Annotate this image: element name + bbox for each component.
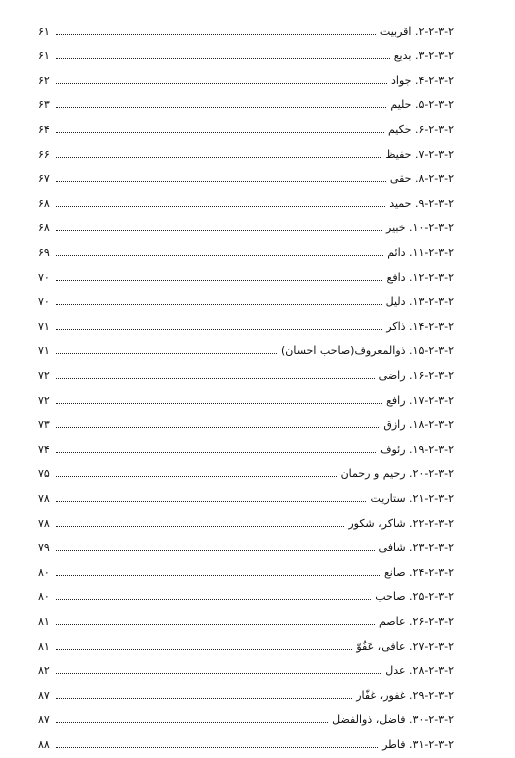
toc-page-number: ۶۸ [38,221,50,235]
dot-leader [56,303,382,305]
toc-entry-title: ۱۵-۲-۳-۲. ذوالمعروف(صاحب احسان) [281,344,454,358]
toc-page-number: ۶۹ [38,245,50,259]
toc-entry-title: ۲-۲-۳-۲. اقربیت [379,24,454,38]
toc-entry-title: ۴-۲-۳-۲. جواد [391,73,454,87]
toc-entry-title: ۹-۲-۳-۲. حمید [389,196,454,210]
toc-entry-title: ۲۸-۲-۳-۲. عدل [385,664,454,678]
toc-entry-title: ۵-۲-۳-۲. حلیم [390,98,454,112]
toc-entry[interactable] [38,408,454,433]
toc-page-number: ۷۳ [38,418,50,432]
toc-entry[interactable] [38,678,454,703]
toc-entry-title: ۱۱-۲-۳-۲. دائم [387,245,454,259]
toc-entry-title: ۲۱-۲-۳-۲. ستاریت [370,491,454,505]
toc-entry[interactable] [38,629,454,654]
toc-entry-title: ۲۶-۲-۳-۲. عاصم [378,614,454,628]
toc-entry[interactable] [38,531,454,556]
toc-entry-title: ۳-۲-۳-۲. بدیع [393,49,454,63]
toc-page-number: ۷۰ [38,295,50,309]
dot-leader [56,623,375,625]
toc-page-number: ۷۱ [38,319,50,333]
dot-leader [56,33,376,35]
dot-leader [56,648,352,650]
dot-leader [56,352,277,354]
dot-leader [56,525,344,527]
dot-leader [56,500,366,502]
dot-leader [56,426,379,428]
toc-entry[interactable] [38,580,454,605]
toc-page-number: ۸۱ [38,639,50,653]
toc-entry-title: ۸-۲-۳-۲. حقی [389,172,454,186]
dot-leader [56,721,328,723]
toc-entry-title: ۲۰-۲-۳-۲. رحیم و رحمان [340,467,454,481]
toc-entry-title: ۲۷-۲-۳-۲. عافی، عَفُوّ [356,639,454,653]
toc-entry-title: ۱۹-۲-۳-۲. رئوف [380,442,454,456]
dot-leader [56,57,390,59]
toc-page-number: ۷۲ [38,368,50,382]
toc-entry[interactable] [38,112,454,137]
toc-entry-title: ۱۰-۲-۳-۲. خبیر [386,221,454,235]
toc-page-number: ۷۴ [38,442,50,456]
dot-leader [56,205,385,207]
toc-entry-title: ۱۲-۲-۳-۲. دافع [386,270,454,284]
toc-entry[interactable] [38,14,454,39]
toc-entry[interactable] [38,358,454,383]
toc-entry[interactable] [38,555,454,580]
dot-leader [56,254,383,256]
toc-page-number: ۷۹ [38,541,50,555]
dot-leader [56,180,386,182]
dot-leader [56,328,382,330]
toc-entry-title: ۱۸-۲-۳-۲. رازق [383,418,454,432]
toc-page-number: ۶۲ [38,73,50,87]
toc-page-number: ۶۸ [38,196,50,210]
toc-page-number: ۸۰ [38,590,50,604]
toc-entry[interactable] [38,457,454,482]
toc-entry[interactable] [38,88,454,113]
toc-page-number: ۷۸ [38,491,50,505]
dot-leader [56,451,376,453]
toc-entry[interactable] [38,481,454,506]
toc-entry[interactable] [38,604,454,629]
toc-entry[interactable] [38,334,454,359]
toc-entry[interactable] [38,506,454,531]
dot-leader [56,377,375,379]
toc-page-number: ۷۰ [38,270,50,284]
toc-entry[interactable] [38,383,454,408]
toc-entry[interactable] [38,703,454,728]
toc-entry[interactable] [38,727,454,752]
toc-entry-title: ۲۳-۲-۳-۲. شافی [378,541,454,555]
toc-entry[interactable] [38,137,454,162]
dot-leader [56,279,382,281]
toc-entry-title: ۲۲-۲-۳-۲. شاکر، شکور [348,516,454,530]
dot-leader [56,82,387,84]
dot-leader [56,574,380,576]
dot-leader [56,229,382,231]
toc-page-number: ۶۷ [38,172,50,186]
toc-entry[interactable] [38,186,454,211]
toc-page-number: ۷۸ [38,516,50,530]
toc-page-number: ۶۳ [38,98,50,112]
toc-page-number: ۷۵ [38,467,50,481]
toc-entry-title: ۲۹-۲-۳-۲. غفور، غفّار [356,688,454,702]
dot-leader [56,475,337,477]
toc-page-number: ۸۱ [38,614,50,628]
toc-entry[interactable] [38,211,454,236]
toc-entry-title: ۳۰-۲-۳-۲. فاضل، ذوالفضل [332,713,454,727]
toc-entry-title: ۱۷-۲-۳-۲. رافع [386,393,454,407]
toc-entry[interactable] [38,285,454,310]
toc-entry-title: ۲۴-۲-۳-۲. صانع [383,565,454,579]
toc-entry[interactable] [38,39,454,64]
toc-page-number: ۶۴ [38,122,50,136]
toc-page-number: ۶۶ [38,147,50,161]
toc-entry-title: ۲۵-۲-۳-۲. صاحب [375,590,454,604]
toc-entry-title: ۱۶-۲-۳-۲. راضی [378,368,454,382]
toc-page-number: ۸۷ [38,713,50,727]
dot-leader [56,402,382,404]
toc-entry[interactable] [38,63,454,88]
toc-entry-title: ۱۴-۲-۳-۲. ذاکر [386,319,454,333]
dot-leader [56,156,381,158]
dot-leader [56,746,378,748]
toc-entry-title: ۷-۲-۳-۲. حفیظ [385,147,454,161]
dot-leader [56,697,352,699]
toc-page-number: ۸۸ [38,737,50,751]
dot-leader [56,131,384,133]
toc-page-number: ۶۱ [38,49,50,63]
toc-page-number: ۷۲ [38,393,50,407]
dot-leader [56,106,386,108]
toc-page-number: ۶۱ [38,24,50,38]
toc-entry[interactable] [38,309,454,334]
toc-page-number: ۸۰ [38,565,50,579]
toc-entry-title: ۶-۲-۳-۲. حکیم [387,122,454,136]
toc-page-number: ۷۱ [38,344,50,358]
toc-entry[interactable] [38,162,454,187]
toc-entry-title: ۳۱-۲-۳-۲. فاطر [382,737,454,751]
toc-entry[interactable] [38,432,454,457]
toc-entry-title: ۱۳-۲-۳-۲. دلیل [385,295,454,309]
toc-entry[interactable] [38,260,454,285]
toc-entry[interactable] [38,654,454,679]
toc-entry[interactable] [38,235,454,260]
dot-leader [56,549,375,551]
toc-page-number: ۸۷ [38,688,50,702]
dot-leader [56,598,371,600]
toc-page-number: ۸۲ [38,664,50,678]
dot-leader [56,672,381,674]
